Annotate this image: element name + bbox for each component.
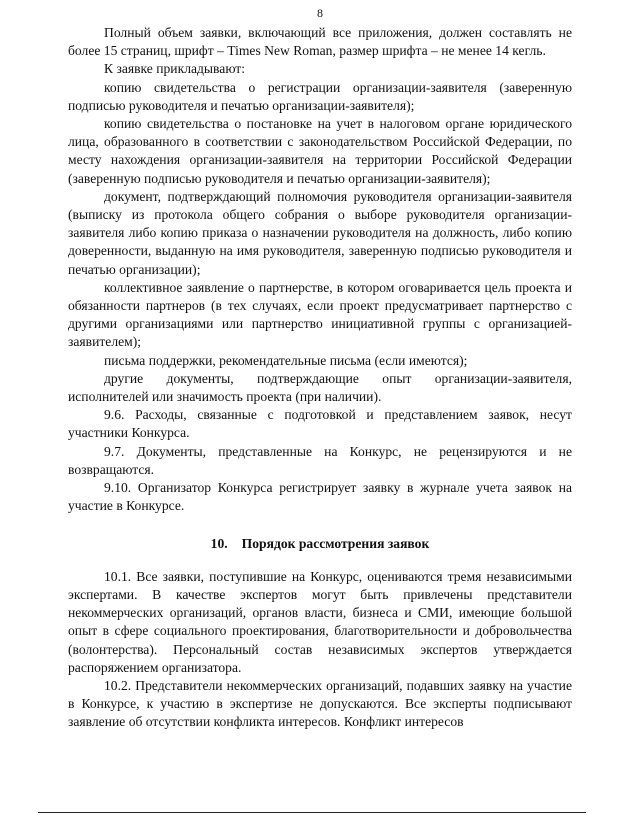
section-title: Порядок рассмотрения заявок xyxy=(241,536,430,552)
paragraph-other-documents: другие документы, подтверждающие опыт организации-заявителя, исполнителей или значимость проекта (при наличии). xyxy=(68,370,572,405)
paragraph-volume: Полный объем заявки, включающий все приложения, должен составлять не более 15 страниц, шрифт – Times New Roman, размер шрифта – не менее 14 кегль. xyxy=(68,25,572,59)
paragraph-9-6: 9.6. Расходы, связанные с подготовкой и представлением заявок, несут участники Конкурса. xyxy=(68,407,572,441)
paragraph-authority-document: документ, подтверждающий полномочия руководителя организации-заявителя (выписку из протокола общего собрания о выборе руководителя организации-заявителя либо копию приказа о назначении руководителя на должность, либо копию доверенности, выданную на имя руководителя, заверенную подписью руководителя и печатью организации); xyxy=(68,188,572,277)
paragraph-registration-certificate: копию свидетельства о регистрации организации-заявителя (заверенную подписью руководителя и печатью организации-заявителя); xyxy=(68,79,572,113)
section-heading xyxy=(68,535,572,553)
document-body xyxy=(68,24,572,732)
paragraph-10-2: 10.2. Представители некоммерческих организаций, подавших заявку на участие в Конкурсе, к участию в экспертизе не допускаются. Все эксперты подписывают заявление об отсутствии конфликта интересов. Конфликт интересов xyxy=(68,677,572,730)
paragraph-10-1: 10.1. Все заявки, поступившие на Конкурс, оцениваются тремя независимыми экспертами. В качестве экспертов могут быть привлечены представители некоммерческих организаций, органов власти, бизнеса и СМИ, имеющие большой опыт в сфере социального проектирования, благотворительности и добровольчества (волонтерства). Персональный состав независимых экспертов утверждается распоряжением организатора. xyxy=(68,568,572,675)
paragraph-9-10: 9.10. Организатор Конкурса регистрирует заявку в журнале учета заявок на участие в Конкурсе. xyxy=(68,480,572,514)
paragraph-tax-certificate: копию свидетельства о постановке на учет в налоговом органе юридического лица, образованного в соответствии с законодательством Российской Федерации, по месту нахождения организации-заявителя на территории Российской Федерации (заверенную подписью руководителя и печатью организации-заявителя); xyxy=(68,116,572,186)
paragraph-9-7: 9.7. Документы, представленные на Конкурс, не рецензируются и не возвращаются. xyxy=(68,443,572,477)
page-number: 8 xyxy=(317,6,323,20)
paragraph-support-letters: письма поддержки, рекомендательные письма (если имеются); xyxy=(104,352,468,368)
paragraph-attachments-intro: К заявке прикладывают: xyxy=(104,61,246,77)
paragraph-partnership-statement: коллективное заявление о партнерстве, в котором оговаривается цель проекта и обязанности партнеров (в тех случаях, если проект предусматривает партнерство с другими организациями или партнерство инициативной группы с организацией-заявителем); xyxy=(68,279,572,350)
bottom-rule xyxy=(38,812,586,813)
section-number: 10. xyxy=(210,536,228,552)
